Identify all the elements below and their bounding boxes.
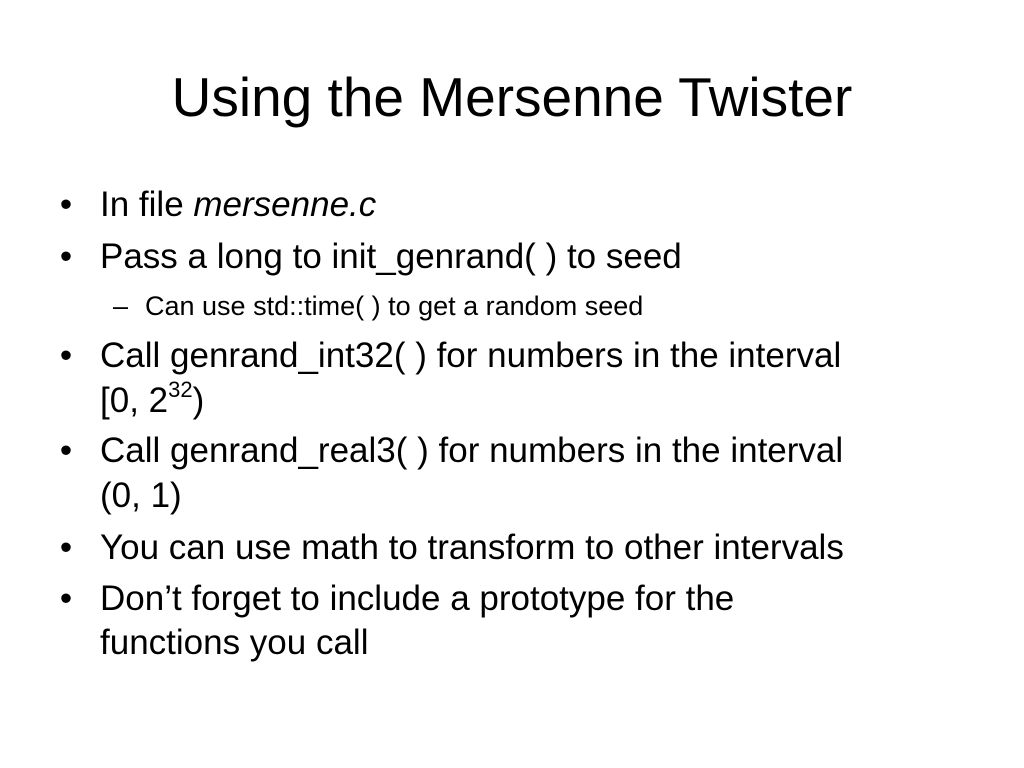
- bullet-item-seed: [59, 236, 980, 278]
- bullet-dot-icon: •: [59, 237, 73, 276]
- exponent: 32: [168, 377, 193, 403]
- bullet-text: You can use math to transform to other intervals: [100, 528, 844, 567]
- interval-suffix: ): [192, 381, 205, 420]
- bullet-text: In file: [100, 185, 194, 224]
- interval-prefix: [0, 2: [100, 381, 169, 420]
- bullet-item-real3-continuation: [100, 475, 980, 517]
- bullet-dot-icon: •: [59, 431, 73, 470]
- dash-icon: –: [113, 291, 129, 321]
- bullet-dot-icon: •: [59, 336, 73, 375]
- bullet-item-prototype-continuation: [100, 622, 980, 664]
- bullet-dot-icon: •: [59, 579, 73, 618]
- bullet-item-math: [59, 527, 980, 569]
- bullet-item-int32-continuation: [100, 377, 980, 422]
- sub-bullet-item-time: [113, 290, 985, 322]
- bullet-dot-icon: •: [59, 528, 73, 567]
- bullet-text: functions you call: [100, 623, 369, 662]
- interval-text: (0, 1): [100, 476, 182, 515]
- bullet-item-int32: [59, 335, 980, 377]
- bullet-text: Pass a long to init_genrand( ) to seed: [100, 237, 682, 276]
- sub-bullet-text: Can use std::time( ) to get a random seed: [145, 291, 644, 321]
- bullet-text: Call genrand_real3( ) for numbers in the interval: [100, 431, 844, 470]
- bullet-item-real3: [59, 430, 980, 472]
- bullet-text: Call genrand_int32( ) for numbers in the interval: [100, 336, 842, 375]
- bullet-text: Don’t forget to include a prototype for the: [100, 579, 735, 618]
- file-name: mersenne.c: [193, 185, 377, 224]
- slide-title: Using the Mersenne Twister: [171, 66, 853, 128]
- bullet-dot-icon: •: [59, 185, 73, 224]
- bullet-item-prototype: [59, 578, 980, 620]
- bullet-item-file: [59, 184, 980, 226]
